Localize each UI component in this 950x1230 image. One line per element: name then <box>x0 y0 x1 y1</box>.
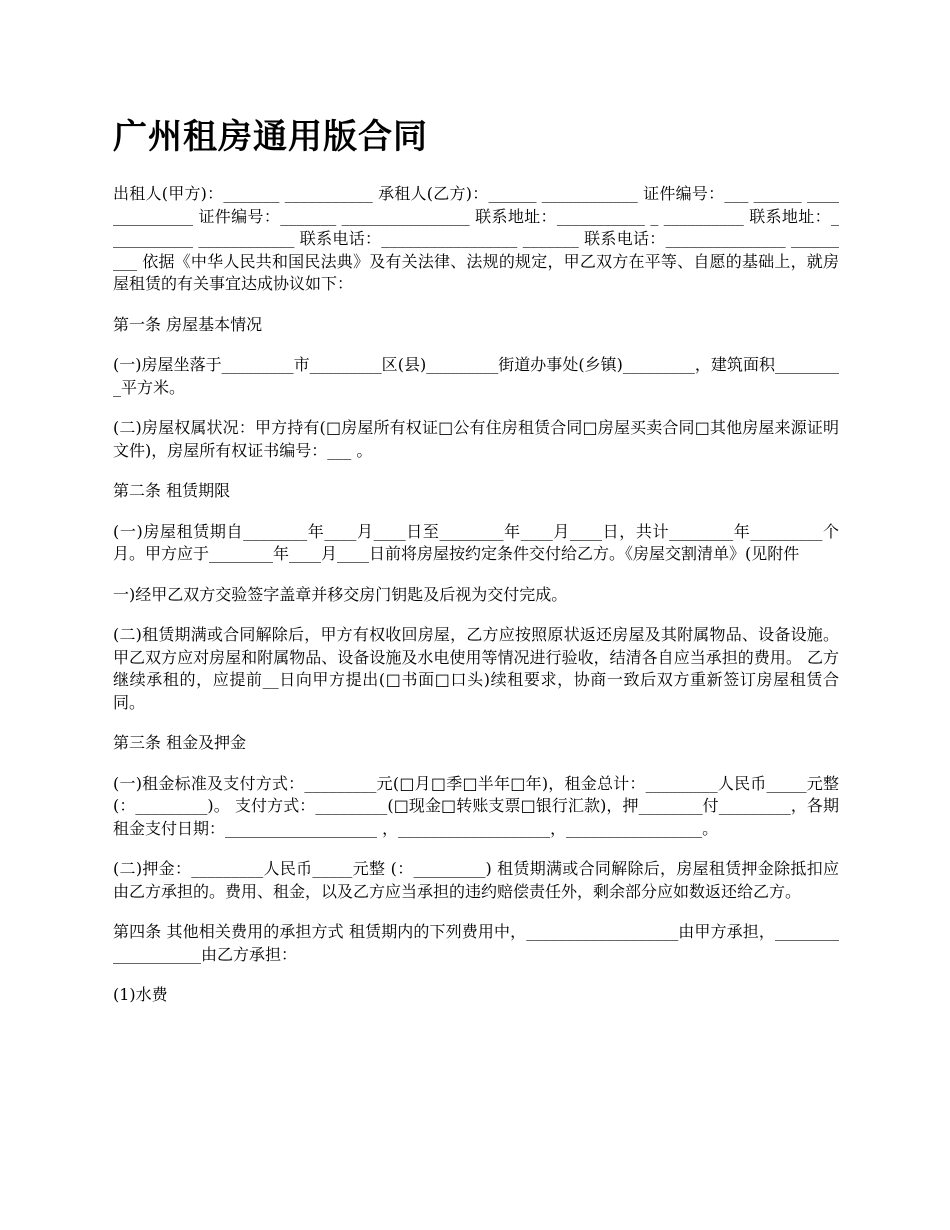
article-2-clause-1-cont: 一)经甲乙双方交验签字盖章并移交房门钥匙及后视为交付完成。 <box>113 584 568 604</box>
document-title: 广州租房通用版合同 <box>113 117 428 157</box>
article-2-clause-2: (二)租赁期满或合同解除后，甲方有权收回房屋，乙方应按照原状返还房屋及其附属物品、设备设施。甲乙双方应对房屋和附属物品、设备设施及水电使用等情况进行验收，结清各自应当承担的费用。 乙方继续承租的，应提前__日向甲方提出(□书面□口头)续租要求，协商一致后双方重新签订房屋租赁合同。 <box>113 625 839 712</box>
article-1-clause-2: (二)房屋权属状况：甲方持有(□房屋所有权证□公有住房租赁合同□房屋买卖合同□其他房屋来源证明文件)，房屋所有权证书编号：___ 。 <box>113 418 839 460</box>
article-1-heading: 第一条 房屋基本情况 <box>113 314 263 334</box>
article-3-clause-2: (二)押金：_________人民币_____元整 (：_________) 租赁期满或合同解除后，房屋租赁押金除抵扣应由乙方承担的。费用、租金，以及乙方应当承担的违约赔偿责任外，剩余部分应如数返还给乙方。 <box>113 859 839 901</box>
fee-item-water: (1)水费 <box>113 985 168 1004</box>
article-3-heading: 第三条 租金及押金 <box>113 733 247 752</box>
article-4-paragraph: 第四条 其他相关费用的承担方式 租赁期内的下列费用中，___________________由甲方承担，___________________由乙方承担： <box>113 922 839 964</box>
article-3-clause-1: (一)租金标准及支付方式：_________元(□月□季□半年□年)，租金总计：_________人民币_____元整 (：_________)。 支付方式：_________(□现金□转账支票□银行汇款)，押________付_________，各期租金支付日期：___________________ ，___________________，_________________。 <box>113 773 845 838</box>
article-1-clause-1: (一)房屋坐落于_________市_________区(县)_________街道办事处(乡镇)_________，建筑面积_________平方米。 <box>113 355 839 397</box>
article-2-heading: 第二条 租赁期限 <box>113 481 231 500</box>
document-page <box>113 112 845 1025</box>
article-2-clause-1: (一)房屋租赁期自________年____月____日至________年____月____日，共计________年_________个月。甲方应于________年____月____日前将房屋按约定条件交付给乙方。《房屋交割清单》(见附件 <box>113 521 839 563</box>
parties-paragraph: 出租人(甲方)：_______ ___________ 承租人(乙方)：______ ____________ 证件编号：___ ______ ______________ 证件编号：_______ ________________ 联系地址：___________ _ __________ 联系地址：___________ ____________ 联系电话：_________________ _______ 联系电话：_______________ _________ 依据《中华人民共和国民法典》及有关法律、法规的规定，甲乙双方在平等、自愿的基础上，就房屋租赁的有关事宜达成协议如下： <box>113 184 839 293</box>
